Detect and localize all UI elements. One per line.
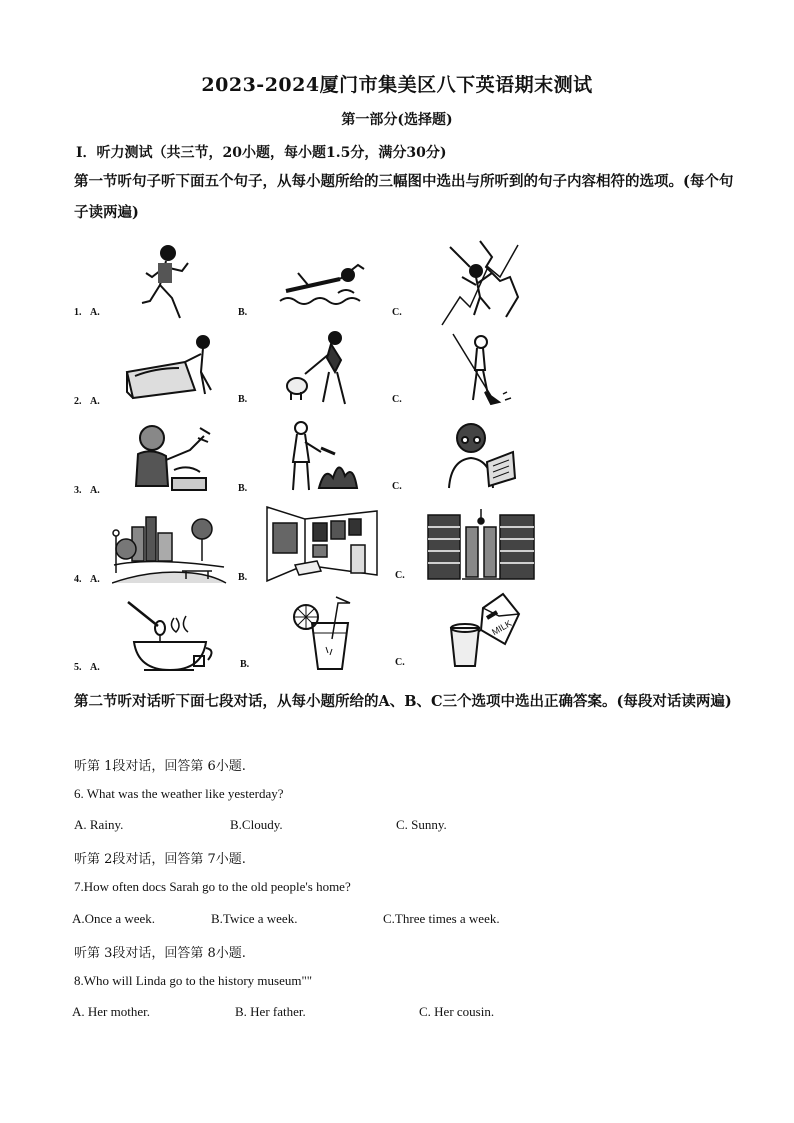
option-b: B.Twice a week.	[211, 911, 298, 926]
option-c-label: C.	[395, 570, 405, 581]
milk-carton-label: MILK	[490, 618, 514, 638]
section1-instructions: 第一节听句子听下面五个句子，从每小题所给的三幅图中选出与所听到的句子内容相符的选项。(每个句子读两遍)	[74, 173, 734, 221]
climbing-man-icon	[440, 237, 520, 327]
part-title: 第一部分(选择题)	[341, 112, 453, 128]
cooking-woman-icon	[128, 420, 213, 494]
option-c-label: C.	[392, 307, 402, 318]
option-c: C. Sunny.	[396, 817, 447, 832]
section-heading: Ⅰ．听力测试（共三节，20小题，每小题1.5分，满分30分)	[76, 145, 447, 161]
question-text: 7.How often docs Sarah go to the old people's home?	[74, 879, 351, 894]
art-gallery-icon	[265, 505, 380, 583]
sweeping-floor-icon	[447, 330, 517, 408]
reading-woman-icon	[443, 418, 518, 492]
question-number: 3.	[74, 485, 82, 496]
question-number: 4.	[74, 574, 82, 585]
option-a-label: A.	[90, 574, 100, 585]
library-icon	[426, 507, 536, 582]
option-a-label: A.	[90, 662, 100, 673]
option-a-label: A.	[90, 396, 100, 407]
making-bed-icon	[125, 332, 220, 402]
lemon-juice-icon	[290, 595, 360, 673]
dialogue-intro: 听第 1段对话，回答第 6小题.	[74, 759, 246, 774]
option-a: A. Her mother.	[72, 1004, 150, 1019]
question-number: 2.	[74, 396, 82, 407]
dialogue-intro: 听第 2段对话，回答第 7小题.	[74, 852, 246, 867]
option-b: B.Cloudy.	[230, 817, 283, 832]
running-boy-icon	[138, 243, 198, 323]
option-a-label: A.	[90, 307, 100, 318]
option-a: A.Once a week.	[72, 911, 156, 926]
option-c: C.Three times a week.	[383, 911, 500, 926]
question-text: 8.Who will Linda go to the history museum""	[74, 973, 313, 988]
option-c-label: C.	[392, 481, 402, 492]
option-b-label: B.	[238, 307, 248, 318]
swimming-man-icon	[278, 255, 368, 310]
option-b: B. Her father.	[235, 1004, 306, 1019]
option-c: C. Her cousin.	[419, 1004, 495, 1019]
option-a-label: A.	[90, 485, 100, 496]
option-b-label: B.	[238, 572, 248, 583]
question-number: 1.	[74, 307, 82, 318]
option-b-label: B.	[238, 483, 248, 494]
option-b-label: B.	[238, 394, 248, 405]
watering-plants-icon	[285, 418, 360, 494]
section2-instructions: 第二节听对话听下面七段对话，从每小题所给的A、B、C三个选项中选出正确答案。(每段对话读两遍)	[74, 693, 732, 710]
city-park-icon	[112, 513, 227, 585]
option-c-label: C.	[392, 394, 402, 405]
question-number: 5.	[74, 662, 82, 673]
option-a: A. Rainy.	[74, 817, 124, 832]
page-title: 2023-2024厦门市集美区八下英语期末测试	[201, 74, 593, 96]
option-b-label: B.	[240, 659, 250, 670]
milk-icon	[447, 592, 522, 670]
dialogue-intro: 听第 3段对话，回答第 8小题.	[74, 946, 246, 961]
question-text: 6. What was the weather like yesterday?	[74, 786, 284, 801]
walking-dog-icon	[285, 330, 355, 408]
honey-tea-icon	[124, 598, 219, 673]
option-c-label: C.	[395, 657, 405, 668]
